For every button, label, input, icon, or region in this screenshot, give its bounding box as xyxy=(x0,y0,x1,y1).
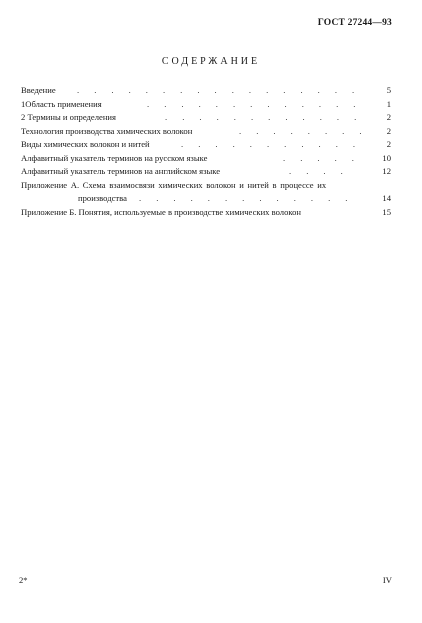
toc-entry-page: 2 xyxy=(386,125,391,136)
toc-entry-page: 2 xyxy=(386,112,391,122)
toc-leader-dots: . . . . . . . . . . . . . . . . . xyxy=(77,85,355,95)
toc-leader-dots: . . . . . . . . . . . . xyxy=(165,112,357,122)
toc-entry-title: производства xyxy=(78,193,127,203)
toc-leader-dots: . . . . . . . . . . . xyxy=(181,139,356,149)
toc-entry-title: Алфавитный указатель терминов на русском языке xyxy=(21,152,208,163)
toc-entry xyxy=(21,165,391,179)
toc-entry xyxy=(21,125,391,139)
toc-entry-page: 14 xyxy=(382,193,391,203)
toc-leader-dots: . . . . . . . . . . . . . xyxy=(139,193,348,203)
toc-leader-dots: . . . . . . . . xyxy=(239,125,362,136)
footer-page-number: IV xyxy=(382,575,392,585)
toc-entry-title: Алфавитный указатель терминов на английском языке xyxy=(21,166,221,176)
toc-entry-page: 5 xyxy=(386,85,391,95)
toc-entry-title: Приложение Б. Понятия, используемые в производстве химических волокон xyxy=(21,206,302,217)
toc-entry xyxy=(21,152,391,166)
toc-entry xyxy=(21,138,391,152)
toc-leader-dots: . . . . . . . . . . . . . xyxy=(147,98,356,109)
toc-entry-title: 1Область применения xyxy=(21,98,102,109)
toc-entry-page: 1 xyxy=(386,98,391,109)
toc-entry-title: Виды химических волокон и нитей xyxy=(21,139,150,149)
toc-entry-title: Введение xyxy=(21,85,56,95)
toc-entry xyxy=(21,111,391,125)
toc-entry-title: Технология производства химических волокон xyxy=(21,125,193,136)
document-id: ГОСТ 27244—93 xyxy=(317,18,392,28)
toc-entry-page: 15 xyxy=(382,206,391,217)
toc-entry-page: 10 xyxy=(382,152,391,163)
toc-entry xyxy=(21,84,391,98)
toc-entry xyxy=(21,206,391,220)
toc-entry-page: 2 xyxy=(386,139,391,149)
toc-entry-page: 12 xyxy=(382,166,391,176)
toc-entry-title: 2 Термины и определения xyxy=(21,112,116,122)
toc-entry xyxy=(21,98,391,112)
toc-entry xyxy=(21,192,391,206)
toc-entry-title: Приложение А. Схема взаимосвязи химических волокон и нитей в процессе их xyxy=(21,179,327,190)
table-of-contents xyxy=(21,84,391,219)
toc-entry xyxy=(21,179,391,193)
toc-title: СОДЕРЖАНИЕ xyxy=(161,56,261,67)
toc-leader-dots: . . . . xyxy=(289,166,343,176)
toc-leader-dots: . . . . . xyxy=(283,152,354,163)
footer-sheet-mark: 2* xyxy=(19,575,28,585)
